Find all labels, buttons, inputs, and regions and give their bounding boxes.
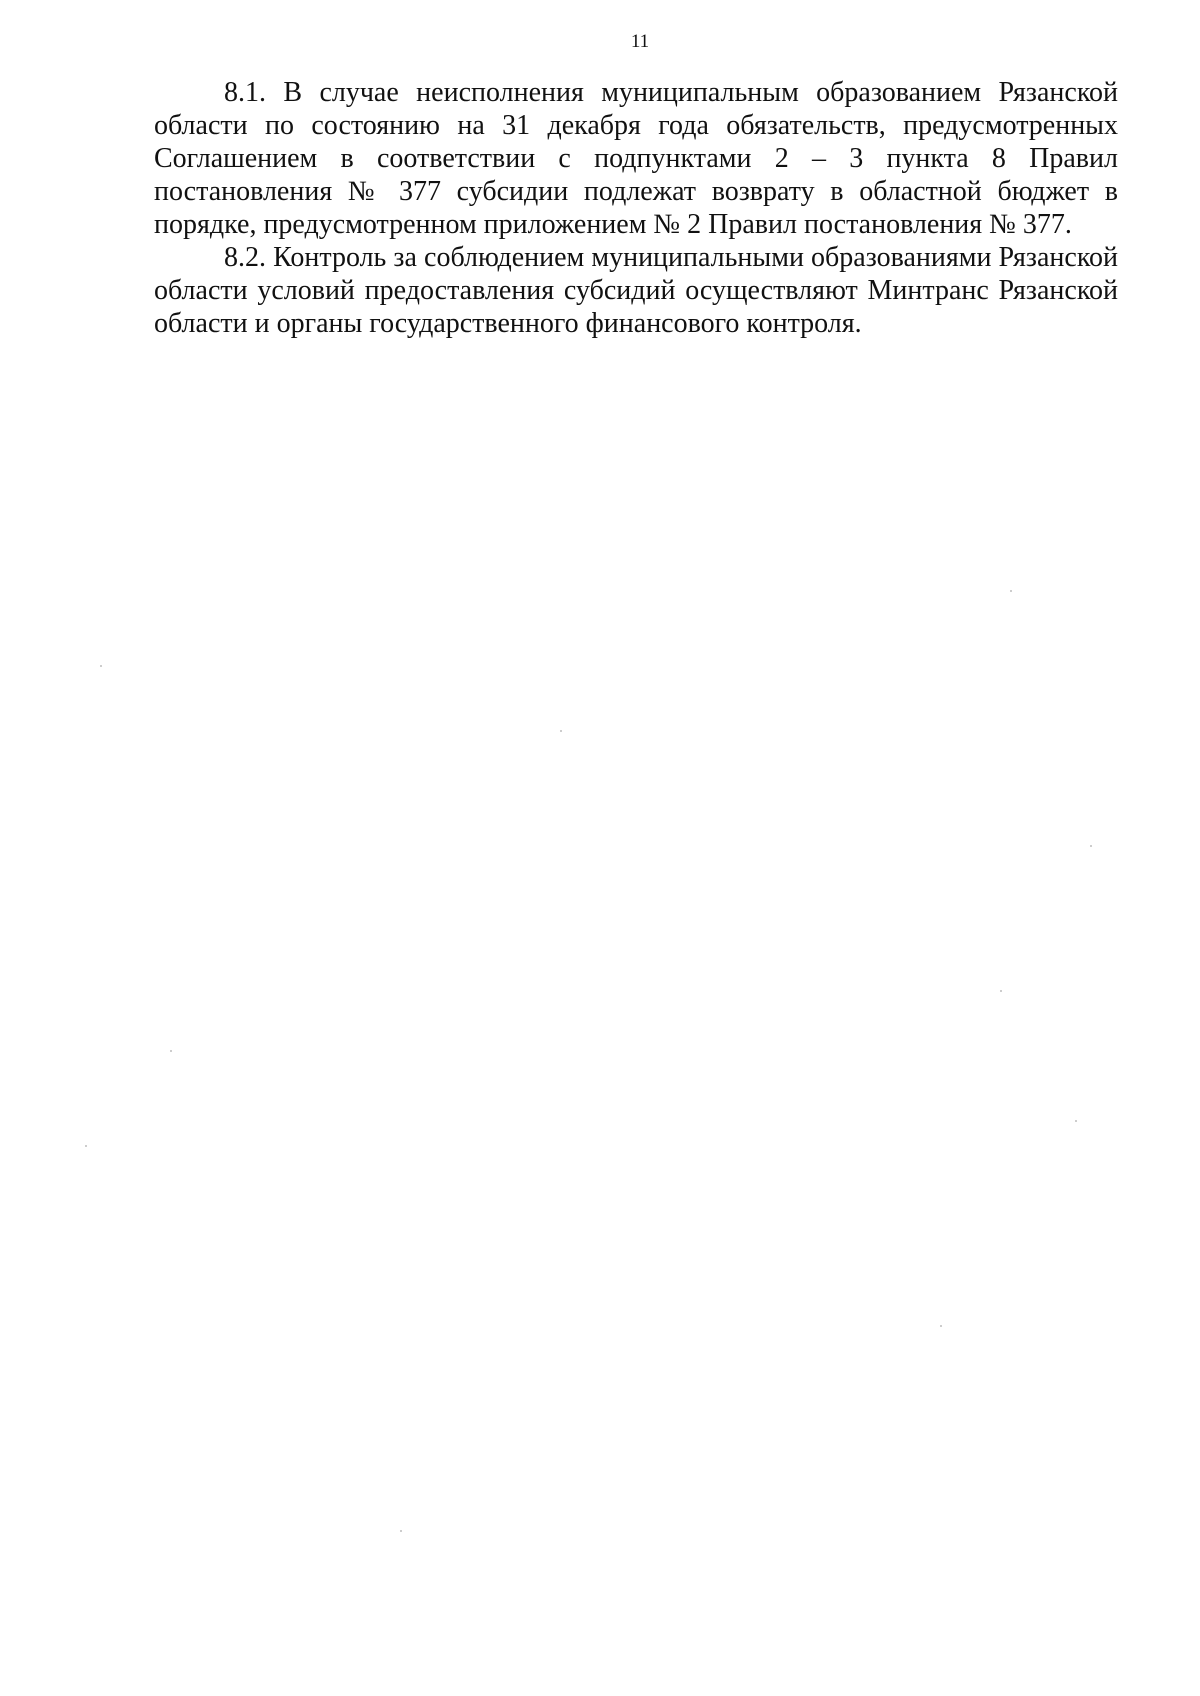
- scan-speck: [1075, 1120, 1077, 1122]
- paragraph-8-1: 8.1. В случае неисполнения муниципальным образованием Рязанской области по состоянию на 31 декабря года обязательств, предусмотренных Соглашением в соответствии с подпунктами 2 – 3 пункта 8 Правил постановления № 377 субсидии подлежат возврату в областной бюджет в порядке, предусмотренном приложением № 2 Правил постановления № 377.: [154, 77, 1118, 240]
- scan-speck: [400, 1530, 402, 1532]
- scan-speck: [1000, 990, 1002, 992]
- scan-speck: [940, 1325, 942, 1327]
- page-number: 11: [630, 31, 650, 52]
- scan-speck: [100, 665, 102, 667]
- document-body: [154, 76, 1118, 340]
- scan-speck: [85, 1145, 87, 1147]
- scan-speck: [1090, 845, 1092, 847]
- scan-speck: [170, 1050, 172, 1052]
- paragraph-8-2: 8.2. Контроль за соблюдением муниципальными образованиями Рязанской области условий предоставления субсидий осуществляют Минтранс Рязанской области и органы государственного финансового контроля.: [154, 242, 1118, 339]
- scan-speck: [560, 730, 562, 732]
- scan-speck: [1010, 590, 1012, 592]
